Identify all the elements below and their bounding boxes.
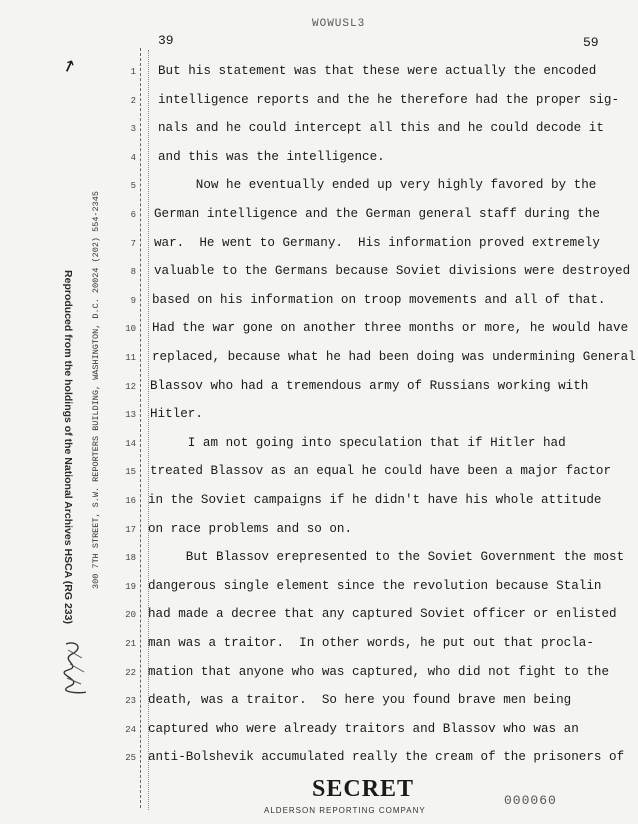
transcript-line: replaced, because what he had been doing was undermining General bbox=[152, 350, 636, 364]
header-smudge: WOWUSL3 bbox=[312, 18, 366, 30]
transcript-line: Had the war gone on another three months or more, he would have bbox=[152, 321, 629, 336]
transcript-line: and this was the intelligence. bbox=[158, 149, 385, 164]
margin-rule bbox=[140, 48, 141, 808]
line-number: 15 bbox=[125, 467, 136, 478]
transcript-line: captured who were already traitors and Blassov who was an bbox=[148, 721, 579, 736]
transcript-line: had made a decree that any captured Soviet officer or enlisted bbox=[148, 607, 617, 622]
transcript-line: nals and he could intercept all this and he could decode it bbox=[158, 121, 604, 136]
page-number-left: 39 bbox=[158, 33, 174, 48]
archive-note-text: Reproduced from the holdings of the National Archives HSCA (RG 233) bbox=[62, 270, 74, 624]
page-number-right: 59 bbox=[583, 35, 599, 50]
transcript-line: based on his information on troop movements and all of that. bbox=[152, 292, 606, 307]
stamp-scribble-icon bbox=[62, 638, 90, 698]
reporter-name: ALDERSON REPORTING COMPANY bbox=[264, 806, 426, 815]
line-number: 1 bbox=[130, 67, 136, 77]
secret-stamp: SECRET bbox=[312, 776, 415, 802]
transcript-line: man was a traitor. In other words, he put out that procla- bbox=[148, 636, 594, 650]
line-number: 2 bbox=[130, 95, 136, 106]
line-number: 13 bbox=[125, 410, 136, 421]
document-number: 000060 bbox=[504, 793, 557, 808]
line-number: 25 bbox=[125, 753, 136, 764]
transcript-line: Hitler. bbox=[150, 407, 203, 422]
line-number: 22 bbox=[125, 667, 136, 678]
transcript-line: But Blassov erepresented to the Soviet Government the most bbox=[148, 550, 625, 565]
line-number: 14 bbox=[125, 438, 136, 449]
transcript-line: treated Blassov as an equal he could have been a major factor bbox=[150, 464, 612, 479]
line-number: 8 bbox=[130, 267, 136, 278]
transcript-line: anti-Bolshevik accumulated really the cream of the prisoners of bbox=[148, 750, 625, 765]
line-number: 4 bbox=[130, 152, 136, 163]
line-number: 17 bbox=[125, 524, 136, 535]
transcript-line: mation that anyone who was captured, who did not fight to the bbox=[148, 664, 610, 679]
transcript-line: Blassov who had a tremendous army of Russians working with bbox=[150, 378, 589, 393]
line-number: 20 bbox=[125, 610, 136, 621]
line-number: 18 bbox=[125, 553, 136, 564]
transcript-line: death, was a traitor. So here you found brave men being bbox=[148, 693, 572, 708]
transcript-line: on race problems and so on. bbox=[148, 521, 353, 536]
transcript-line: Now he eventually ended up very highly favored by the bbox=[158, 178, 597, 193]
transcript-line: intelligence reports and the he therefore had the proper sig- bbox=[158, 92, 620, 107]
line-number: 3 bbox=[130, 124, 136, 135]
line-number: 10 bbox=[125, 324, 136, 335]
reporter-address bbox=[88, 160, 104, 620]
transcript-line: dangerous single element since the revolution because Stalin bbox=[148, 578, 602, 593]
line-number: 7 bbox=[130, 238, 136, 249]
line-number: 23 bbox=[125, 696, 136, 707]
line-number: 6 bbox=[130, 210, 136, 220]
archive-note bbox=[58, 232, 78, 662]
transcript-line: valuable to the Germans because Soviet divisions were destroyed bbox=[154, 264, 631, 279]
transcript-line: I am not going into speculation that if Hitler had bbox=[150, 435, 566, 450]
line-number: 19 bbox=[125, 581, 136, 592]
line-number: 16 bbox=[125, 496, 136, 506]
transcript-line: But his statement was that these were actually the encoded bbox=[158, 64, 597, 78]
line-number: 11 bbox=[125, 353, 136, 363]
transcript-line: war. He went to Germany. His information proved extremely bbox=[154, 235, 600, 250]
transcript-line: in the Soviet campaigns if he didn't have his whole attitude bbox=[148, 493, 602, 507]
handwritten-mark-icon: ↗ bbox=[58, 51, 80, 80]
line-number: 24 bbox=[125, 724, 136, 735]
line-number: 9 bbox=[130, 295, 136, 306]
line-number: 12 bbox=[125, 381, 136, 392]
line-number: 5 bbox=[130, 181, 136, 192]
transcript-line: German intelligence and the German general staff during the bbox=[154, 207, 600, 221]
line-number: 21 bbox=[125, 639, 136, 649]
reporter-address-text: 300 7TH STREET, S.W. REPORTERS BUILDING, WASHINGTON, D.C. 20024 (202) 554-2345 bbox=[91, 191, 101, 589]
